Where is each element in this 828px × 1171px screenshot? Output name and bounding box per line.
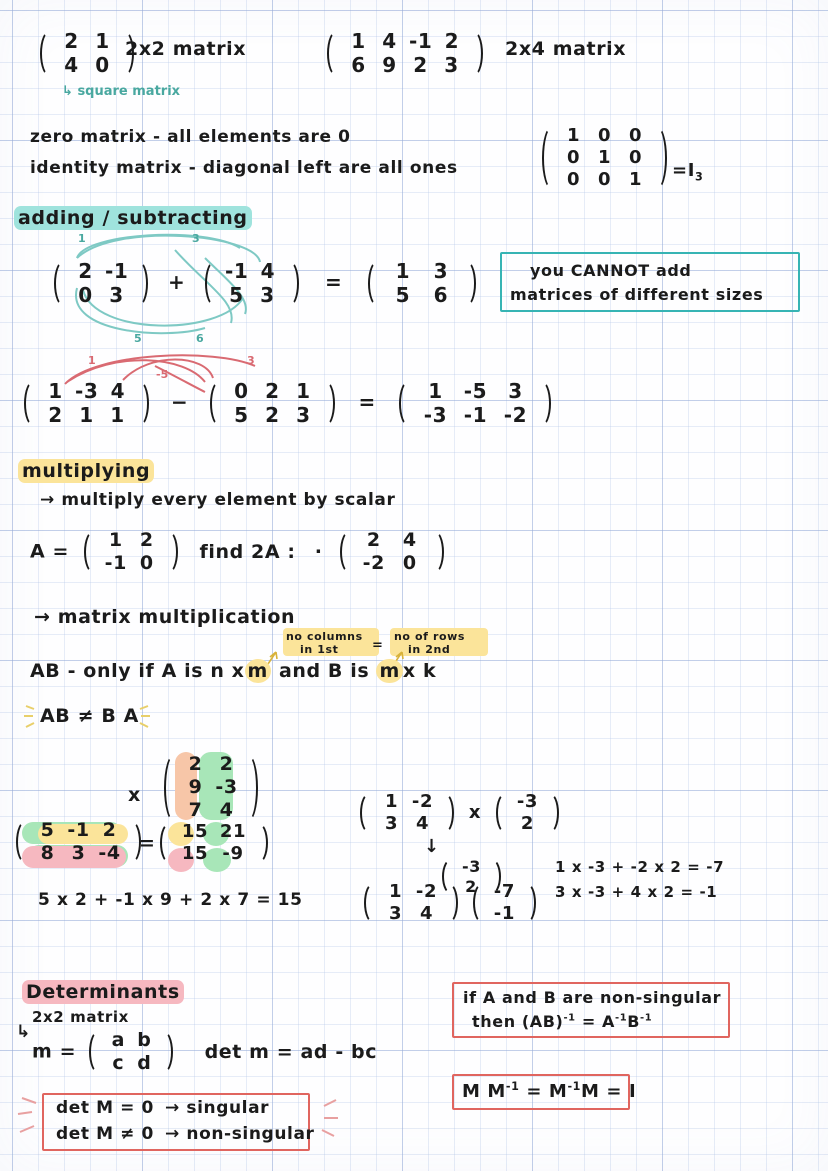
matmul-equals: = [139,832,156,854]
cell: 4 [219,799,234,822]
matvec-bottom-row [362,880,538,926]
cell: 3 [384,812,399,834]
addition-result [366,258,478,309]
subtraction-result [397,378,553,429]
cell: 5 [229,283,244,308]
identity-symbol: I [687,160,695,181]
cell: 0 [139,552,154,575]
matmul-right-matrix [162,752,260,824]
inverse-product-line1: if A and B are non-singular [463,988,722,1007]
subtraction-equation [22,378,553,429]
matrix-m-label: m = [32,1040,77,1063]
cell: 1 [79,403,94,428]
nonsingular-rule-left: det M ≠ 0 [56,1124,154,1144]
arrow-label-1: 1 [78,232,86,245]
paren-left [87,1028,100,1076]
cannot-add-line2: matrices of different sizes [510,285,764,304]
cell: -3 [462,857,481,876]
inverse-line2-mid: = A [575,1012,616,1031]
cell: 9 [382,53,397,78]
cell: 1 [48,379,63,403]
matmul-condition-line [30,660,436,682]
cell: 3 [71,842,86,865]
rule-note-right-line2: in 2nd [408,643,451,656]
paren-right [247,752,260,824]
cell: 3 [109,283,124,308]
cell: 3 [444,53,459,78]
cell: 3 [508,379,523,403]
addition-equation [52,258,478,309]
cell: 5 [234,403,249,428]
cell: -2 [411,791,434,812]
down-arrow-icon: ↓ [424,836,440,857]
paren-left [158,820,171,866]
m-highlight-2: m [376,659,402,683]
addend-left [52,258,150,309]
matmul-working: 5 x 2 + -1 x 9 + 2 x 7 = 15 [38,890,303,910]
cell: -7 [493,881,515,902]
paren-right [548,790,561,836]
cell: 5 [40,819,55,841]
cell: 4 [419,902,434,924]
determinant-subheading: 2x2 matrix [32,1008,129,1026]
cell: 2 [265,403,280,428]
cell: 5 [395,283,411,308]
cell: -3 [75,379,99,403]
cell: 2 [265,379,280,403]
cell: -1 [463,403,488,428]
sub-arrow-label-2: -5 [156,368,169,381]
matvec-top-row [358,790,561,836]
exponent-b: -1 [567,1080,582,1093]
cell: 6 [351,53,366,78]
cell: 0 [628,146,643,168]
rule-note-right-line1: no of rows [394,630,466,643]
paren-left [162,752,175,824]
singular-rule-right: → singular [165,1098,270,1118]
cell: 0 [597,168,612,190]
cell: 7 [188,799,203,822]
cell: 2 [102,819,117,841]
cell: 15 [181,821,209,842]
determinant-definition [32,1028,377,1076]
matrix-b-label: 2x4 matrix [505,38,627,60]
scalar-answer [338,528,446,576]
cell: a [111,1029,126,1051]
cell: -1 [493,902,515,924]
matvec-working-1: 1 x -3 + -2 x 2 = -7 [555,858,725,876]
arrow-label-5: 5 [134,332,142,345]
cell: 3 [388,902,403,924]
rule-note-equals: = [372,638,384,653]
mm-text-2: M = I [581,1081,637,1102]
cell: -3 [215,776,238,799]
cell: 0 [78,283,93,308]
cell: 1 [566,125,581,146]
paren-right [465,258,478,309]
noncommutative-statement: AB ≠ B A [40,705,139,727]
paren-right [433,528,446,576]
cell: 2 [366,529,381,551]
times-operator: x [468,801,482,823]
paren-left [14,818,27,866]
scalar-question: find 2A : [199,540,296,563]
cell: -3 [516,791,539,812]
identity-matrix [540,124,669,192]
identity-label [672,160,703,184]
paren-right [443,790,456,836]
matrix-a-label: A = [30,540,70,563]
nonsingular-rule-right: → non-singular [165,1124,315,1144]
sub-arrow-label-1: 1 [88,354,96,367]
cell: 2 [413,53,428,78]
plus-operator: + [168,269,186,294]
rule-note-left-line2: in 1st [300,643,339,656]
cell: d [137,1052,152,1075]
paren-right [167,528,180,576]
cell: 1 [628,168,643,190]
scalar-rule: → multiply every element by scalar [40,490,396,510]
inverse-product-line2 [472,1012,652,1031]
cell: 1 [95,29,110,53]
paren-right [288,258,301,309]
arrow-icon: ↳ [62,84,73,99]
matrix-m [87,1028,175,1076]
paren-left [362,880,375,926]
paren-right [257,820,270,866]
paren-right [162,1028,175,1076]
cell: 1 [384,791,399,812]
determinant-formula: det m = ad - bc [204,1040,378,1063]
cell: -9 [222,842,244,864]
matrix-a-label: 2x2 matrix [125,38,247,60]
cell: -2 [362,552,385,575]
times-operator-main: x [128,784,141,806]
paren-left [82,528,95,576]
paren-right [138,378,151,429]
cell: 4 [64,53,79,78]
paren-left [52,258,65,309]
exponent-1: -1 [563,1012,576,1024]
equals-sign: = [672,160,688,181]
paren-right [137,258,150,309]
cell: 2 [188,753,203,775]
cell: 0 [402,552,417,575]
cell: 4 [402,529,417,551]
cell: 0 [566,146,581,168]
paren-left [325,28,338,79]
cell: 2 [444,29,460,53]
cell: 2 [64,29,79,53]
m-highlight-1: m [245,659,271,683]
inverse-line2-end: B [627,1012,641,1031]
paren-right [472,28,485,79]
condition-middle: and B is [278,660,370,682]
cell: 21 [219,821,247,842]
paren-left [338,528,351,576]
paren-left [494,790,507,836]
matmul-result-matrix [158,820,270,866]
paren-right [525,880,538,926]
cell: 3 [433,259,449,283]
identity-matrix-definition: identity matrix - diagonal left are all ones [30,158,458,178]
cell: -2 [503,403,528,428]
cell: 2 [139,529,154,551]
cell: -1 [224,259,249,283]
mm-text: M M [462,1081,506,1102]
paren-left [366,258,379,309]
cell: 0 [597,125,612,146]
paren-right [324,378,337,429]
equals-sign: = [358,389,376,414]
condition-suffix: x k [402,660,437,682]
scalar-example [30,528,446,576]
cell: 4 [110,379,126,403]
cell: 1 [388,881,403,902]
heading-determinants: Determinants [22,980,184,1004]
cell: 4 [260,259,276,283]
paren-right [656,124,669,192]
cell: 1 [597,146,612,168]
cannot-add-line1: you CANNOT add [530,261,692,280]
cell: 0 [95,53,110,78]
paren-right [540,378,553,429]
cell: 2 [520,812,535,834]
condition-prefix: AB - only if A is n x [30,660,245,682]
paren-left [540,124,553,192]
rule-note-left-line1: no columns [286,630,363,643]
equals-sign: = [324,269,343,294]
cell: b [137,1029,152,1051]
exponent-2: -1 [615,1012,628,1024]
identity-subscript: 3 [695,170,704,184]
determinant-arrow-icon: ↳ [16,1022,31,1042]
heading-multiplying: multiplying [18,459,154,483]
paren-left [22,378,35,429]
cell: 0 [628,125,643,146]
dot-operator: · [314,540,323,563]
cell: -1 [67,819,90,841]
matvec-working-2: 3 x -3 + 4 x 2 = -1 [555,883,718,901]
identity-property-text [462,1080,636,1102]
cell: 3 [296,403,311,428]
matmul-left-matrix [14,818,143,866]
singular-rule-left: det M = 0 [56,1098,154,1118]
cell: 1 [108,529,123,551]
cell: -2 [415,881,438,902]
cell: -1 [409,29,433,53]
cell: 3 [260,283,275,308]
cell: 2 [465,876,477,896]
paren-right [130,818,143,866]
cell: -3 [423,403,448,428]
cell: -1 [104,552,127,575]
cell: -4 [98,842,121,865]
cell: 2 [48,403,63,428]
matvec-left-matrix [358,790,456,836]
paren-left [208,378,221,429]
exponent-3: -1 [640,1012,653,1024]
exponent-a: -1 [505,1080,520,1093]
matrix-b [325,28,485,79]
cell: -5 [463,379,488,403]
cell: -1 [105,259,129,283]
matvec-vector [494,790,561,836]
cell: 2 [78,259,93,283]
paren-left [38,28,51,79]
cell: 1 [296,379,311,403]
subtrahend [208,378,337,429]
inverse-line2-text: then (AB) [472,1012,564,1031]
heading-adding-subtracting: adding / subtracting [14,206,252,230]
cell: 1 [110,403,125,428]
matvec-left-matrix-2 [362,880,460,926]
cell: 4 [415,812,430,834]
cell: 4 [382,29,397,53]
square-matrix-note [62,84,180,99]
cell: 0 [566,168,581,190]
zero-matrix-definition: zero matrix - all elements are 0 [30,127,351,147]
cell: c [112,1052,125,1075]
paren-left [397,378,410,429]
minuend [22,378,151,429]
cell: 1 [395,259,411,283]
matrix-a [38,28,136,79]
minus-operator: − [171,389,189,414]
sub-arrow-label-3: 3 [247,354,255,367]
cell: 15 [181,842,209,864]
cell: 1 [428,379,443,403]
scalar-matrix-a [82,528,180,576]
cell: 1 [351,29,366,53]
arrow-label-3: 3 [192,232,200,245]
paren-left [203,258,216,309]
cell: 2 [219,753,234,775]
cell: 0 [234,379,249,403]
addend-right [203,258,301,309]
square-matrix-label: square matrix [77,84,181,99]
mm-equals: = M [519,1081,568,1102]
matrix-multiplication-rule-heading: → matrix multiplication [34,606,296,628]
cell: 8 [40,842,55,865]
arrow-label-6: 6 [196,332,204,345]
paren-left [358,790,371,836]
cell: 9 [188,776,203,799]
cell: 6 [433,283,449,308]
